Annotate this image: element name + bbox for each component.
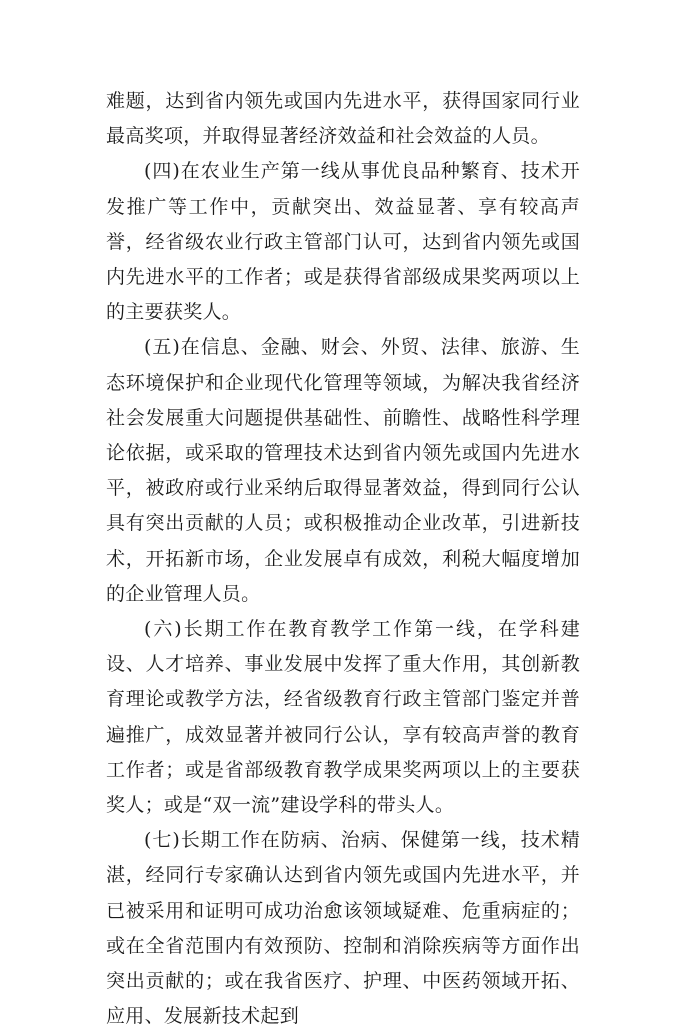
- paragraph-item-7: (七)长期工作在防病、治病、保健第一线，技术精湛，经同行专家确认达到省内领先或国内先进水平，并已被采用和证明可成功治愈该领域疑难、危重病症的；或在全省范围内有效预防、控制和消除疾病等方面作出突出贡献的；或在我省医疗、护理、中医药领域开拓、应用、发展新技术起到: [106, 829, 580, 1028]
- document-body: [106, 84, 580, 1034]
- paragraph-item-5: (五)在信息、金融、财会、外贸、法律、旅游、生态环境保护和企业现代化管理等领域，为解决我省经济社会发展重大问题提供基础性、前瞻性、战略性科学理论依据，或采取的管理技术达到省内领先或国内先进水平，被政府或行业采纳后取得显著效益，得到同行公认具有突出贡献的人员；或积极推动企业改革，引进新技术，开拓新市场，企业发展卓有成效，利税大幅度增加的企业管理人员。: [106, 336, 580, 605]
- paragraph-continuation: 难题，达到省内领先或国内先进水平，获得国家同行业最高奖项，并取得显著经济效益和社会效益的人员。: [106, 90, 580, 148]
- paragraph-item-4: (四)在农业生产第一线从事优良品种繁育、技术开发推广等工作中，贡献突出、效益显著、享有较高声誉，经省级农业行政主管部门认可，达到省内领先或国内先进水平的工作者；或是获得省部级成果奖两项以上的主要获奖人。: [106, 160, 580, 324]
- paragraph-item-6: (六)长期工作在教育教学工作第一线，在学科建设、人才培养、事业发展中发挥了重大作用，其创新教育理论或教学方法，经省级教育行政主管部门鉴定并普遍推广，成效显著并被同行公认，享有较高声誉的教育工作者；或是省部级教育教学成果奖两项以上的主要获奖人；或是“双一流”建设学科的带头人。: [106, 618, 580, 817]
